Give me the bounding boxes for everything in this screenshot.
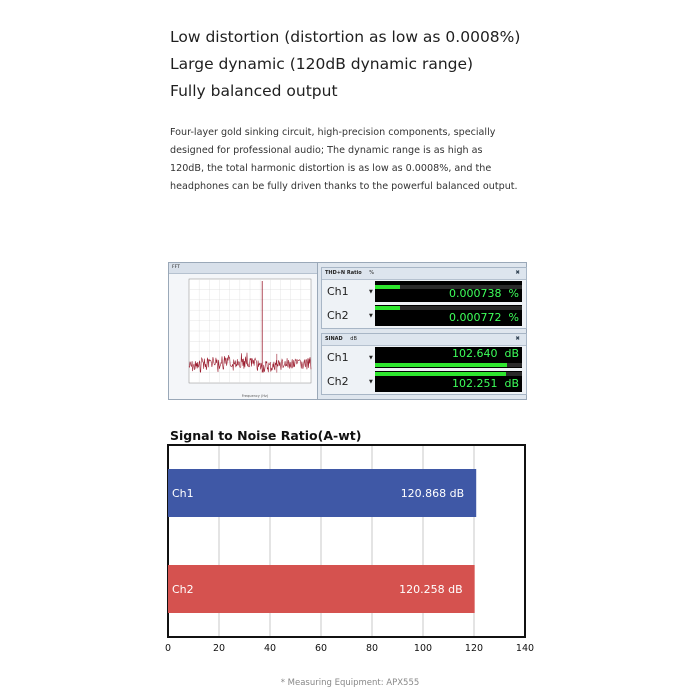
meter-value: 102.640 dB bbox=[451, 347, 519, 360]
sinad-group bbox=[321, 333, 527, 395]
meter-display bbox=[375, 371, 522, 392]
sinad-title: SINAD bbox=[325, 336, 343, 342]
meter-bar bbox=[375, 285, 400, 289]
x-tick-label: 140 bbox=[515, 643, 535, 654]
fft-label: FFT bbox=[172, 265, 180, 270]
meter-value: 102.251 dB bbox=[451, 377, 519, 390]
description bbox=[170, 124, 530, 196]
x-tick-label: 120 bbox=[464, 643, 484, 654]
dropdown-arrow-icon[interactable]: ▼ bbox=[369, 355, 373, 361]
fft-x-axis-label: Frequency (Hz) bbox=[241, 394, 269, 398]
apx-screenshot bbox=[168, 262, 527, 400]
thdn-row-ch1 bbox=[322, 280, 526, 304]
sinad-unit: dB bbox=[350, 336, 357, 342]
meter-value: 0.000738 % bbox=[449, 287, 519, 300]
bar-category-label: Ch2 bbox=[172, 583, 194, 596]
dropdown-arrow-icon[interactable]: ▼ bbox=[369, 289, 373, 295]
headline-balanced: Fully balanced output bbox=[170, 82, 338, 100]
x-tick-label: 60 bbox=[314, 643, 328, 654]
dropdown-arrow-icon[interactable]: ▼ bbox=[369, 379, 373, 385]
channel-label: Ch1 bbox=[327, 285, 349, 298]
meter-bar bbox=[375, 306, 400, 310]
sinad-row-ch1 bbox=[322, 346, 526, 370]
headlines bbox=[170, 24, 520, 105]
bar-value-label: 120.258 dB bbox=[399, 583, 463, 596]
headline-distortion: Low distortion (distortion as low as 0.0008%) bbox=[170, 28, 521, 46]
channel-label: Ch1 bbox=[327, 351, 349, 364]
description-line: 120dB, the total harmonic distortion is as low as 0.0008%, and the bbox=[170, 163, 492, 174]
thdn-header bbox=[322, 268, 526, 280]
meter-bar bbox=[375, 363, 507, 367]
close-icon[interactable]: ✖ bbox=[515, 336, 520, 342]
bar-value-label: 120.868 dB bbox=[400, 487, 465, 500]
dropdown-arrow-icon[interactable]: ▼ bbox=[369, 313, 373, 319]
description-line: Four-layer gold sinking circuit, high-precision components, specially bbox=[170, 127, 496, 138]
channel-label: Ch2 bbox=[327, 375, 349, 388]
channel-label: Ch2 bbox=[327, 309, 349, 322]
fft-spectrum bbox=[169, 273, 317, 399]
meter-value: 0.000772 % bbox=[449, 311, 519, 324]
meter-display bbox=[375, 305, 522, 326]
chart-title: Signal to Noise Ratio(A-wt) bbox=[170, 428, 362, 443]
meters-panel bbox=[321, 263, 526, 399]
thdn-title: THD+N Ratio bbox=[325, 270, 362, 276]
thdn-unit: % bbox=[369, 270, 374, 276]
meter-display bbox=[375, 347, 522, 368]
x-tick-label: 20 bbox=[212, 643, 226, 654]
thdn-row-ch2 bbox=[322, 304, 526, 328]
footnote: * Measuring Equipment: APX555 bbox=[280, 678, 420, 688]
close-icon[interactable]: ✖ bbox=[515, 270, 520, 276]
sinad-header bbox=[322, 334, 526, 346]
fft-panel bbox=[169, 263, 318, 399]
x-tick-label: 80 bbox=[365, 643, 379, 654]
description-line: headphones can be fully driven thanks to the powerful balanced output. bbox=[170, 181, 518, 192]
x-tick-label: 0 bbox=[164, 643, 172, 654]
description-line: designed for professional audio; The dynamic range is as high as bbox=[170, 145, 483, 156]
x-tick-label: 40 bbox=[263, 643, 277, 654]
x-tick-label: 100 bbox=[413, 643, 433, 654]
snr-bar-chart bbox=[150, 440, 550, 654]
bar-category-label: Ch1 bbox=[172, 487, 194, 500]
thdn-group bbox=[321, 267, 527, 329]
sinad-row-ch2 bbox=[322, 370, 526, 394]
meter-bar bbox=[375, 372, 506, 376]
meter-display bbox=[375, 281, 522, 302]
headline-dynamic: Large dynamic (120dB dynamic range) bbox=[170, 55, 474, 73]
